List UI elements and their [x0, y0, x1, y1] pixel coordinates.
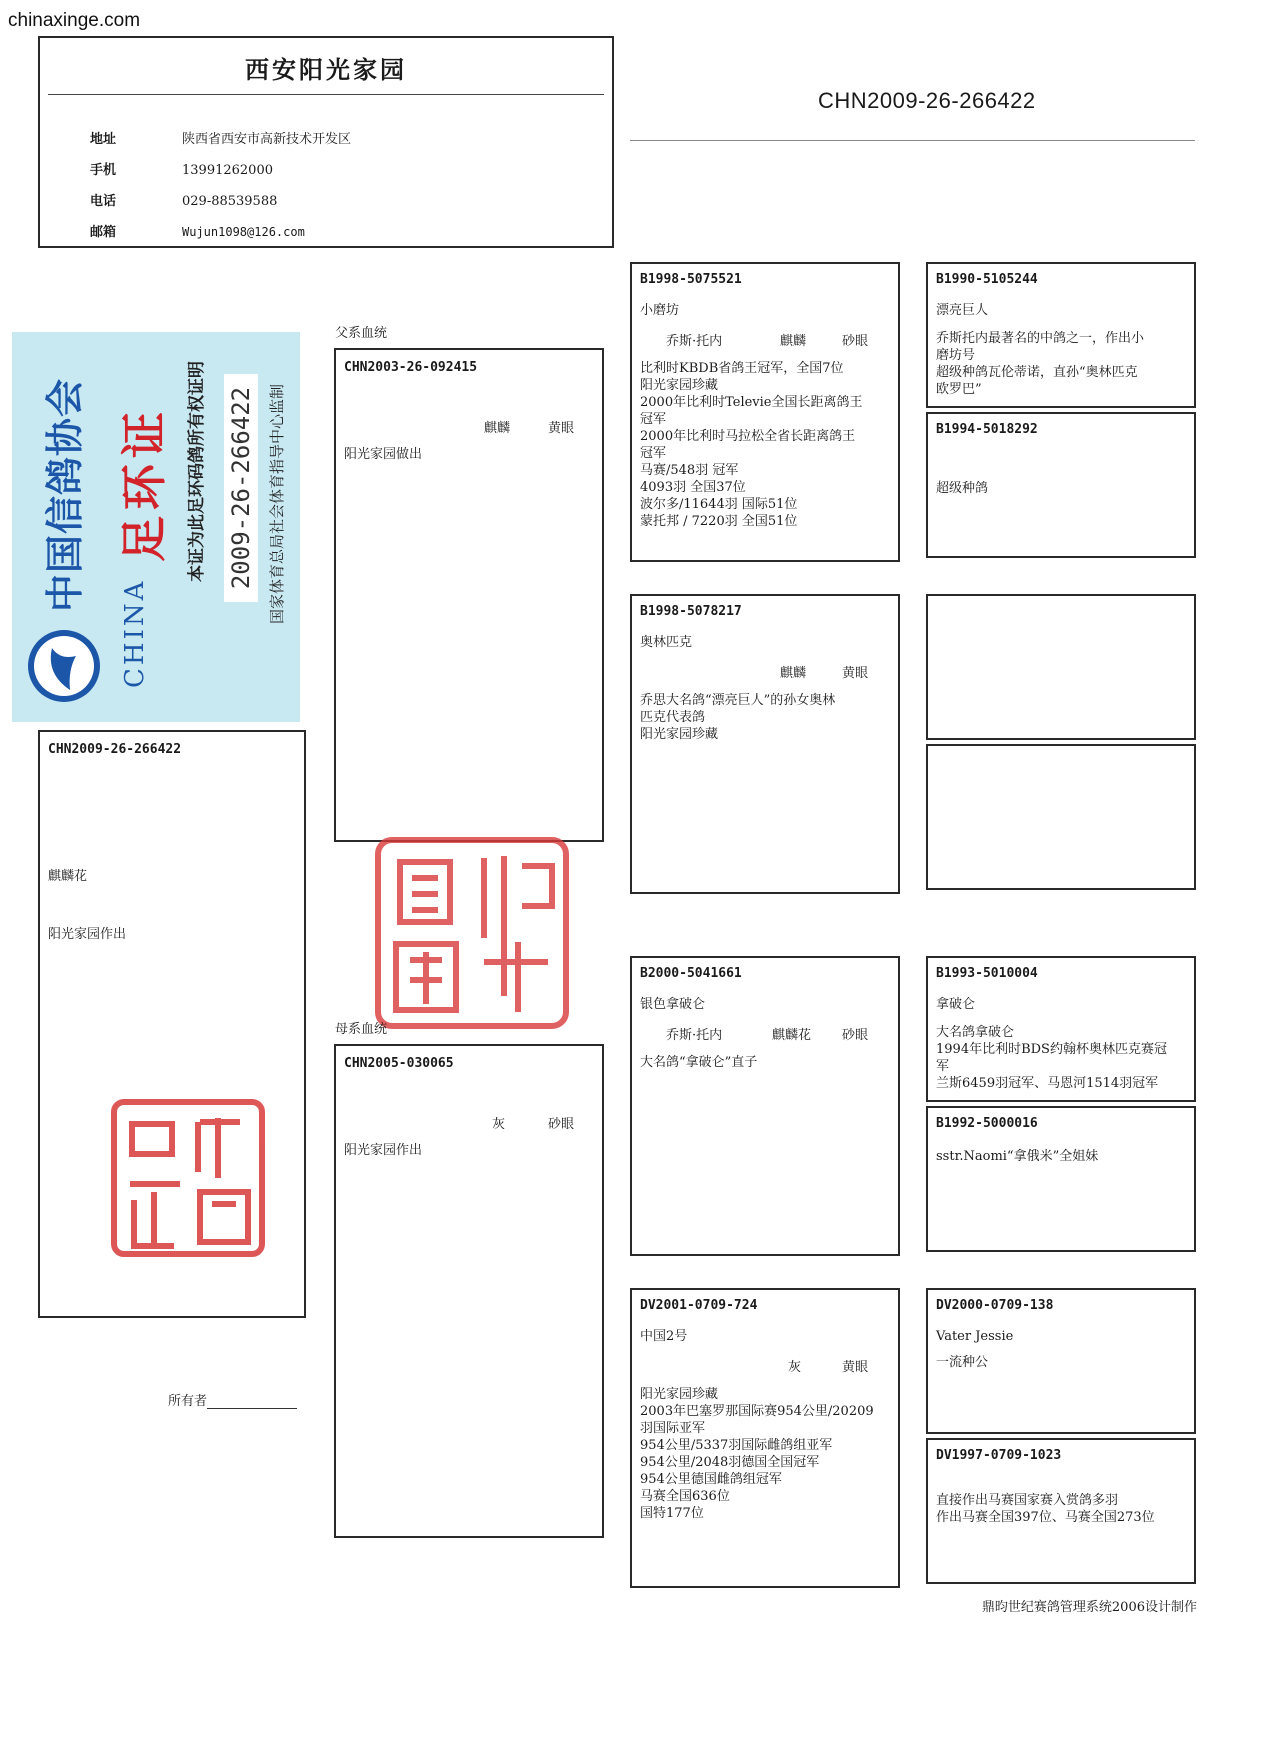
phone-value: 029-88539588 — [182, 194, 278, 209]
header-divider — [48, 94, 604, 95]
loft-name-title: 西安阳光家园 — [245, 55, 407, 84]
grandparent-ring: DV2001-0709-724 — [640, 1298, 758, 1313]
great-grandparent-box — [926, 956, 1196, 1102]
grandparent-box — [630, 594, 900, 894]
software-credit: 鼎昀世纪赛鸽管理系统2006设计制作 — [981, 1600, 1197, 1615]
grandparent-color: 灰 — [788, 1360, 802, 1375]
red-seal-stamp-large-icon — [372, 832, 572, 1032]
note-line: 欧罗巴” — [936, 382, 982, 397]
great-grandparent-name: Vater Jessie — [936, 1329, 1014, 1344]
address-row — [90, 128, 351, 147]
ring-certificate-card — [12, 332, 300, 722]
grandparent-ring: B1998-5078217 — [640, 604, 742, 619]
great-grandparent-box — [926, 1438, 1196, 1584]
grandparent-name: 中国2号 — [640, 1329, 688, 1344]
grandparent-name: 奥林匹克 — [640, 635, 693, 650]
certificate-description: 本证为此足环码鸽所有权证明 — [187, 361, 207, 582]
great-grandparent-notes — [936, 1492, 1155, 1526]
note-line: 军 — [936, 1059, 950, 1074]
great-grandparent-box — [926, 262, 1196, 408]
record-line: 2003年巴塞罗那国际赛954公里/20209 — [640, 1404, 874, 1419]
grandparent-box — [630, 1288, 900, 1588]
dam-color: 灰 — [492, 1117, 506, 1132]
email-label: 邮箱 — [90, 225, 117, 240]
address-label: 地址 — [90, 132, 117, 147]
grandparent-eye: 砂眼 — [842, 1028, 869, 1043]
grandparent-name: 银色拿破仑 — [640, 997, 706, 1012]
note-line: 磨坊号 — [936, 348, 976, 363]
great-grandparent-ring: DV2000-0709-138 — [936, 1298, 1054, 1313]
certificate-authority: 国家体育总局社会体育指导中心监制 — [268, 383, 286, 624]
record-line: 蒙托邦 / 7220羽 全国51位 — [640, 514, 798, 529]
record-line: 2000年比利时Televie全国长距离鸽王 — [640, 395, 863, 410]
sire-eye: 黄眼 — [548, 421, 575, 436]
great-grandparent-ring: B1994-5018292 — [936, 422, 1038, 437]
grandparent-box — [630, 956, 900, 1256]
note-line: 乔斯托内最著名的中鸽之一，作出小 — [936, 331, 1145, 346]
country-label: CHINA — [120, 578, 150, 688]
record-line: 匹克代表鸽 — [640, 710, 706, 725]
record-line: 2000年比利时马拉松全省长距离鸽王 — [640, 429, 856, 444]
great-grandparent-name: 漂亮巨人 — [936, 303, 989, 318]
dam-note: 阳光家园作出 — [344, 1143, 423, 1158]
certificate-title: 足环证 — [117, 406, 171, 562]
record-line: 阳光家园珍藏 — [640, 378, 719, 393]
grandparent-eye: 黄眼 — [842, 666, 869, 681]
grandparent-eye: 黄眼 — [842, 1360, 869, 1375]
record-line: 羽国际亚军 — [640, 1421, 706, 1436]
record-line: 阳光家园珍藏 — [640, 1387, 719, 1402]
note-line: sstr.Naomi“拿俄米”全姐妹 — [936, 1149, 1099, 1164]
great-grandparent-notes — [936, 1024, 1167, 1092]
main-ring-number: CHN2009-26-266422 — [818, 88, 1036, 113]
grandparent-record-list — [640, 1386, 874, 1522]
note-line: 直接作出马赛国家赛入赏鸽多羽 — [936, 1493, 1119, 1508]
great-grandparent-box-empty — [926, 744, 1196, 890]
great-grandparent-notes — [936, 480, 988, 497]
pigeon-logo-icon — [26, 628, 102, 704]
site-watermark: chinaxinge.com — [8, 10, 141, 31]
record-line: 4093羽 全国37位 — [640, 480, 746, 495]
subject-note: 阳光家园作出 — [48, 927, 127, 942]
grandparent-record-list — [640, 360, 863, 530]
grandparent-record-list — [640, 1054, 757, 1071]
dam-ring: CHN2005-030065 — [344, 1056, 454, 1071]
sire-note: 阳光家园做出 — [344, 447, 423, 462]
great-grandparent-notes — [936, 330, 1144, 398]
grandparent-breeder: 乔斯·托内 — [666, 334, 723, 349]
note-line: 超级种鸽瓦伦蒂诺，直孙“奥林匹克 — [936, 365, 1138, 380]
record-line: 比利时KBDB省鸽王冠军，全国7位 — [640, 361, 844, 376]
sire-line-label: 父系血统 — [335, 326, 388, 341]
great-grandparent-box — [926, 1288, 1196, 1434]
owner-underline — [207, 1396, 297, 1409]
great-grandparent-notes — [936, 1148, 1098, 1165]
email-row — [90, 221, 305, 240]
breeder-info-box — [38, 36, 614, 248]
record-line: 冠军 — [640, 412, 667, 427]
ring-underline — [630, 140, 1195, 141]
sire-color: 麒麟 — [484, 421, 511, 436]
record-line: 国特177位 — [640, 1506, 704, 1521]
email-value: Wujun1098@126.com — [182, 225, 305, 239]
grandparent-eye: 砂眼 — [842, 334, 869, 349]
grandparent-ring: B2000-5041661 — [640, 966, 742, 981]
record-line: 马赛全国636位 — [640, 1489, 730, 1504]
association-name: 中国信鸽协会 — [43, 377, 87, 612]
grandparent-breeder: 乔斯·托内 — [666, 1028, 723, 1043]
phone-label: 电话 — [90, 194, 117, 209]
dam-line-label: 母系血统 — [335, 1022, 388, 1037]
great-grandparent-notes — [936, 1354, 988, 1371]
great-grandparent-ring: B1992-5000016 — [936, 1116, 1038, 1131]
subject-ring: CHN2009-26-266422 — [48, 742, 182, 757]
note-line: 1994年比利时BDS约翰杯奥林匹克赛冠 — [936, 1042, 1167, 1057]
grandparent-box — [630, 262, 900, 562]
sire-ring: CHN2003-26-092415 — [344, 360, 478, 375]
note-line: 超级种鸽 — [936, 481, 989, 496]
mobile-value: 13991262000 — [182, 163, 273, 178]
grandparent-color: 麒麟 — [780, 666, 807, 681]
address-value: 陕西省西安市高新技术开发区 — [182, 132, 352, 147]
record-line: 冠军 — [640, 446, 667, 461]
subject-color: 麒麟花 — [48, 869, 88, 884]
subject-pigeon-box — [38, 730, 306, 1318]
record-line: 波尔多/11644羽 国际51位 — [640, 497, 798, 512]
great-grandparent-box-empty — [926, 594, 1196, 740]
sire-box — [334, 348, 604, 842]
mobile-label: 手机 — [90, 163, 117, 178]
certificate-ring-number: 2009-26-266422 — [224, 374, 258, 602]
great-grandparent-ring: B1990-5105244 — [936, 272, 1038, 287]
great-grandparent-ring: DV1997-0709-1023 — [936, 1448, 1062, 1463]
record-line: 马赛/548羽 冠军 — [640, 463, 739, 478]
record-line: 954公里德国雌鸽组冠军 — [640, 1472, 782, 1487]
phone-row — [90, 190, 277, 209]
note-line: 兰斯6459羽冠军、马恩河1514羽冠军 — [936, 1076, 1159, 1091]
grandparent-name: 小磨坊 — [640, 303, 680, 318]
record-line: 阳光家园珍藏 — [640, 727, 719, 742]
owner-field — [168, 1390, 297, 1409]
note-line: 大名鸽拿破仑 — [936, 1025, 1015, 1040]
note-line: 作出马赛全国397位、马赛全国273位 — [936, 1510, 1155, 1525]
great-grandparent-ring: B1993-5010004 — [936, 966, 1038, 981]
great-grandparent-box — [926, 412, 1196, 558]
dam-eye: 砂眼 — [548, 1117, 575, 1132]
record-line: 954公里/5337羽国际雌鸽组亚军 — [640, 1438, 833, 1453]
red-seal-stamp-icon — [108, 1092, 268, 1264]
note-line: 一流种公 — [936, 1355, 989, 1370]
great-grandparent-box — [926, 1106, 1196, 1252]
record-line: 乔思大名鸽“漂亮巨人”的孙女奥林 — [640, 693, 836, 708]
owner-label: 所有者 — [168, 1394, 208, 1409]
mobile-row — [90, 159, 273, 178]
grandparent-ring: B1998-5075521 — [640, 272, 742, 287]
grandparent-color: 麒麟 — [780, 334, 807, 349]
record-line: 954公里/2048羽德国全国冠军 — [640, 1455, 820, 1470]
grandparent-record-list — [640, 692, 835, 743]
great-grandparent-name: 拿破仑 — [936, 997, 976, 1012]
record-line: 大名鸽“拿破仑”直子 — [640, 1055, 758, 1070]
dam-box — [334, 1044, 604, 1538]
grandparent-color: 麒麟花 — [772, 1028, 812, 1043]
